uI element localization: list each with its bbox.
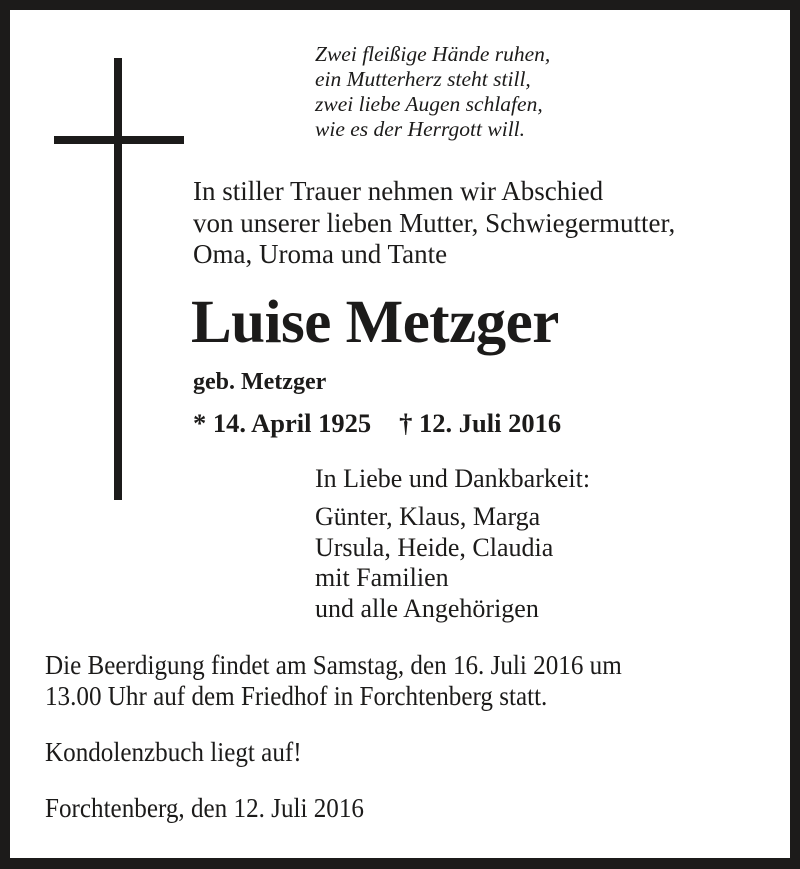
funeral-info <box>45 650 622 712</box>
place-and-date: Forchtenberg, den 12. Juli 2016 <box>45 793 364 823</box>
birth-date: * 14. April 1925 <box>193 408 372 438</box>
funeral-line: 13.00 Uhr auf dem Friedhof in Forchtenberg statt. <box>45 681 548 711</box>
cross-icon-horizontal-bar <box>54 136 184 144</box>
life-dates <box>193 407 561 439</box>
poem-line: ein Mutterherz steht still, <box>315 67 531 91</box>
funeral-line: Die Beerdigung findet am Samstag, den 16. Juli 2016 um <box>45 650 622 680</box>
condolence-note: Kondolenzbuch liegt auf! <box>45 737 302 767</box>
mourners-line: Ursula, Heide, Claudia <box>315 532 554 562</box>
death-date: † 12. Juli 2016 <box>399 408 562 438</box>
poem-line: Zwei fleißige Hände ruhen, <box>315 42 551 66</box>
mourners-line: Günter, Klaus, Marga <box>315 502 541 531</box>
memorial-poem <box>315 42 550 142</box>
mourners-line: mit Familien <box>315 563 449 592</box>
mourners-list <box>315 502 553 624</box>
deceased-name: Luise Metzger <box>191 289 559 356</box>
farewell-intro <box>193 176 675 271</box>
birth-name: geb. Metzger <box>193 369 327 395</box>
mourners-line: und alle Angehörigen <box>315 593 539 623</box>
poem-line: wie es der Herrgott will. <box>315 117 526 141</box>
mourners-heading: In Liebe und Dankbarkeit: <box>315 464 591 493</box>
poem-line: zwei liebe Augen schlafen, <box>315 92 543 116</box>
intro-line: In stiller Trauer nehmen wir Abschied <box>193 176 604 206</box>
cross-icon-vertical-bar <box>114 58 122 500</box>
intro-line: von unserer lieben Mutter, Schwiegermutter, <box>193 207 676 238</box>
intro-line: Oma, Uroma und Tante <box>193 239 448 269</box>
